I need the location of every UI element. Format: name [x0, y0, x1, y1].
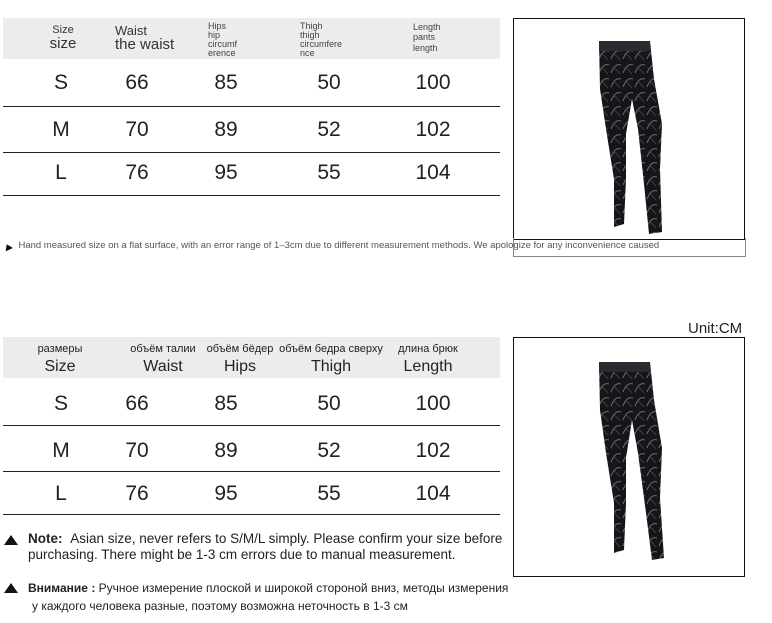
measurement-note: Hand measured size on a flat surface, with an error range of 1–3cm due to different measurement methods. We apologize for any inconvenience caused [4, 235, 772, 249]
row-divider [3, 471, 500, 472]
warning-triangle-icon [4, 583, 18, 593]
header-waist: объём талии Waist [130, 343, 196, 375]
header-thigh: объём бедра сверху Thigh [279, 343, 383, 375]
table-row: M 70 89 52 102 [52, 118, 451, 141]
header-length: длина брюк Length [398, 343, 458, 375]
leggings-image [514, 338, 744, 576]
row-divider [3, 106, 500, 107]
table-row: S 66 85 50 100 [53, 392, 451, 415]
row-divider [3, 152, 500, 153]
header-hips: Hips hip circumf erence [208, 21, 237, 58]
header-hips: объём бёдер Hips [206, 343, 274, 375]
header-size: Size size [49, 24, 77, 52]
header-thigh: Thigh thigh circumfere nce [300, 21, 343, 58]
row-divider [3, 514, 500, 515]
product-photo [513, 337, 745, 577]
warning-triangle-icon [4, 535, 18, 545]
header-size: размеры Size [37, 343, 83, 375]
header-waist: Waist the waist [115, 23, 175, 53]
row-divider [3, 195, 500, 196]
unit-label: Unit:CM [688, 320, 743, 337]
table-header [3, 18, 500, 59]
table-header [3, 337, 500, 378]
table-row: L 76 95 55 104 [55, 482, 451, 505]
leggings-image [514, 19, 744, 239]
product-photo [513, 18, 745, 240]
warning-triangle-icon [3, 243, 13, 252]
header-length: Length pants length [413, 22, 441, 53]
row-divider [3, 425, 500, 426]
table-row: L 76 95 55 104 [55, 161, 451, 184]
size-table-english [3, 18, 500, 198]
size-table-russian [3, 337, 500, 517]
table-row: S 66 85 50 100 [53, 71, 451, 94]
table-row: M 70 89 52 102 [52, 439, 451, 462]
